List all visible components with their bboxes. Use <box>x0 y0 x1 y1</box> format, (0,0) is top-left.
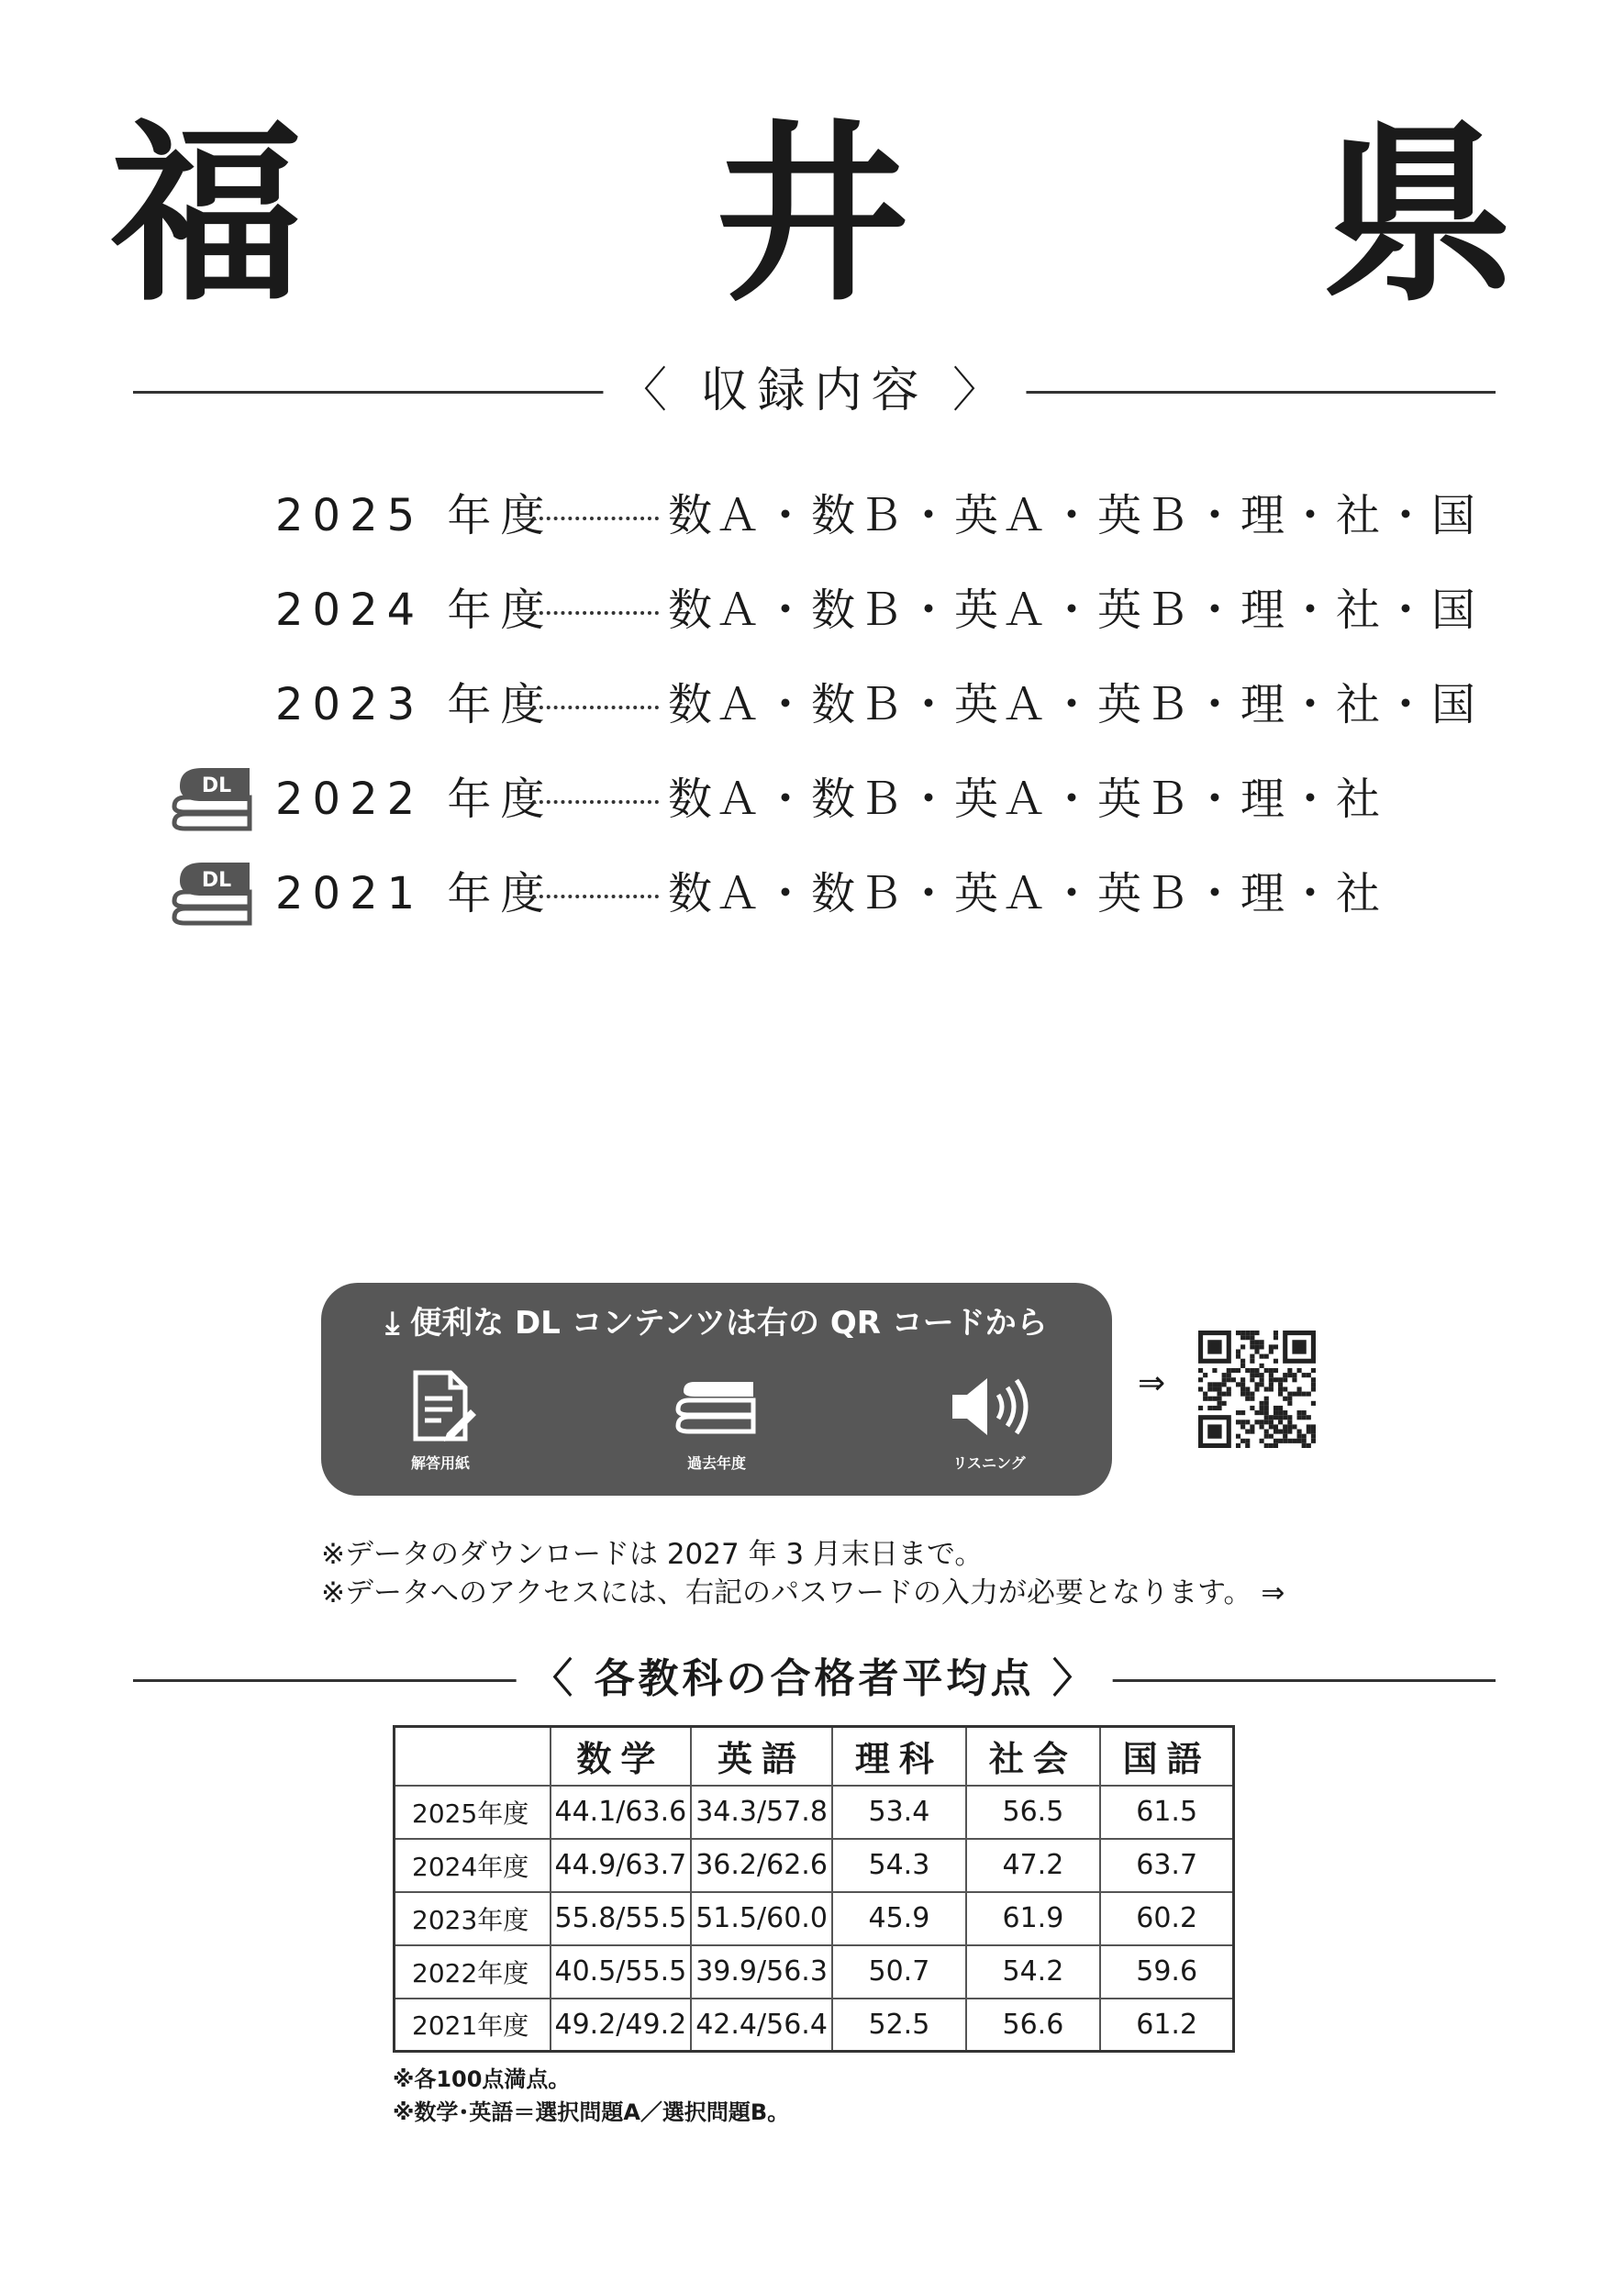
table-row-year: 2023年度 <box>395 1892 551 1945</box>
contents-subjects: 数Ａ・数Ｂ・英Ａ・英Ｂ・理・社・国 <box>668 585 1480 636</box>
table-cell: 39.9/56.3 <box>691 1945 832 1999</box>
table-cell: 54.3 <box>832 1839 966 1892</box>
table-cell: 56.6 <box>966 1999 1100 2052</box>
table-row-year: 2021年度 <box>395 1999 551 2052</box>
table-cell: 47.2 <box>966 1839 1100 1892</box>
table-cell: 52.5 <box>832 1999 966 2052</box>
speaker-icon <box>943 1365 1035 1448</box>
table-cell: 55.8/55.5 <box>551 1892 692 1945</box>
download-contents-box <box>321 1283 1112 1496</box>
table-cell: 49.2/49.2 <box>551 1999 692 2052</box>
contents-row <box>275 574 1479 647</box>
answer-sheet-item <box>376 1365 505 1473</box>
table-cell: 61.9 <box>966 1892 1100 1945</box>
table-cell: 59.6 <box>1100 1945 1234 1999</box>
table-cell: 44.1/63.6 <box>551 1786 692 1839</box>
past-years-item <box>652 1365 781 1473</box>
table-row-year: 2022年度 <box>395 1945 551 1999</box>
prefecture-title: 福 井 県 <box>110 103 1624 328</box>
table-header-japanese: 国語 <box>1100 1727 1234 1786</box>
table-cell: 50.7 <box>832 1945 966 1999</box>
leader-dots <box>532 517 659 520</box>
dl-badge-text: DL <box>201 869 232 892</box>
table-header-cell <box>395 1727 551 1786</box>
password-note: ※データへのアクセスには、右記のパスワードの入力が必要となります。 ⇒ <box>321 1576 1285 1609</box>
listening-caption: リスニング <box>952 1454 1026 1472</box>
table-body <box>395 1786 1234 2052</box>
footnote-selection: ※数学･英語＝選択問題A／選択問題B。 <box>393 2099 790 2125</box>
leader-dots <box>532 706 659 709</box>
scores-heading-label: 〈 各教科の合格者平均点 〉 <box>516 1643 1113 1716</box>
table-cell: 61.2 <box>1100 1999 1234 2052</box>
contents-heading <box>133 354 1496 428</box>
table-cell: 51.5/60.0 <box>691 1892 832 1945</box>
table-cell: 63.7 <box>1100 1839 1234 1892</box>
dl-badge-text: DL <box>201 774 232 797</box>
table-row <box>395 1839 1234 1892</box>
contents-subjects: 数Ａ・数Ｂ・英Ａ・英Ｂ・理・社・国 <box>668 679 1480 730</box>
contents-year: 2021 年度 <box>275 868 554 919</box>
leader-dots <box>532 800 659 804</box>
contents-year: 2023 年度 <box>275 679 554 730</box>
answer-sheet-caption: 解答用紙 <box>410 1454 470 1472</box>
contents-row <box>275 763 1384 836</box>
table-row-year: 2025年度 <box>395 1786 551 1839</box>
contents-year: 2025 年度 <box>275 490 554 541</box>
table-cell: 56.5 <box>966 1786 1100 1839</box>
table-header-social: 社会 <box>966 1727 1100 1786</box>
table-row-year: 2024年度 <box>395 1839 551 1892</box>
books-icon <box>671 1365 762 1448</box>
dl-books-icon <box>165 850 266 941</box>
contents-year: 2024 年度 <box>275 585 554 636</box>
contents-subjects: 数Ａ・数Ｂ・英Ａ・英Ｂ・理・社・国 <box>668 490 1480 541</box>
download-box-title: ⤓ 便利な DL コンテンツは右の QR コードから <box>385 1305 1048 1342</box>
table-header-english: 英語 <box>691 1727 832 1786</box>
dl-books-icon <box>165 755 266 847</box>
contents-row <box>275 479 1479 552</box>
table-header-row <box>395 1727 1234 1786</box>
contents-row <box>275 857 1384 930</box>
qr-code[interactable] <box>1198 1331 1316 1448</box>
table-header-math: 数学 <box>551 1727 692 1786</box>
past-years-caption: 過去年度 <box>686 1454 746 1472</box>
contents-heading-label: 〈 収録内容 〉 <box>603 354 1026 428</box>
table-cell: 34.3/57.8 <box>691 1786 832 1839</box>
table-cell: 44.9/63.7 <box>551 1839 692 1892</box>
table-cell: 60.2 <box>1100 1892 1234 1945</box>
table-cell: 42.4/56.4 <box>691 1999 832 2052</box>
scores-heading <box>133 1643 1496 1716</box>
table-cell: 54.2 <box>966 1945 1100 1999</box>
table-header-science: 理科 <box>832 1727 966 1786</box>
table-cell: 53.4 <box>832 1786 966 1839</box>
qr-arrow: ⇒ <box>1138 1364 1166 1402</box>
table-cell: 61.5 <box>1100 1786 1234 1839</box>
contents-subjects: 数Ａ・数Ｂ・英Ａ・英Ｂ・理・社 <box>668 868 1385 919</box>
table-cell: 36.2/62.6 <box>691 1839 832 1892</box>
contents-subjects: 数Ａ・数Ｂ・英Ａ・英Ｂ・理・社 <box>668 774 1385 825</box>
leader-dots <box>532 895 659 898</box>
table-row <box>395 1786 1234 1839</box>
download-icon: ⤓ <box>385 1305 411 1342</box>
download-deadline-note: ※データのダウンロードは 2027 年 3 月末日まで。 <box>321 1538 984 1571</box>
contents-row <box>275 668 1479 741</box>
leader-dots <box>532 611 659 615</box>
document-icon <box>399 1365 482 1448</box>
average-scores-table <box>393 1725 1235 2053</box>
listening-item <box>925 1365 1053 1473</box>
table-row <box>395 1945 1234 1999</box>
contents-year: 2022 年度 <box>275 774 554 825</box>
footnote-full-marks: ※各100点満点。 <box>393 2066 571 2092</box>
table-row <box>395 1999 1234 2052</box>
table-row <box>395 1892 1234 1945</box>
table-cell: 45.9 <box>832 1892 966 1945</box>
table-cell: 40.5/55.5 <box>551 1945 692 1999</box>
